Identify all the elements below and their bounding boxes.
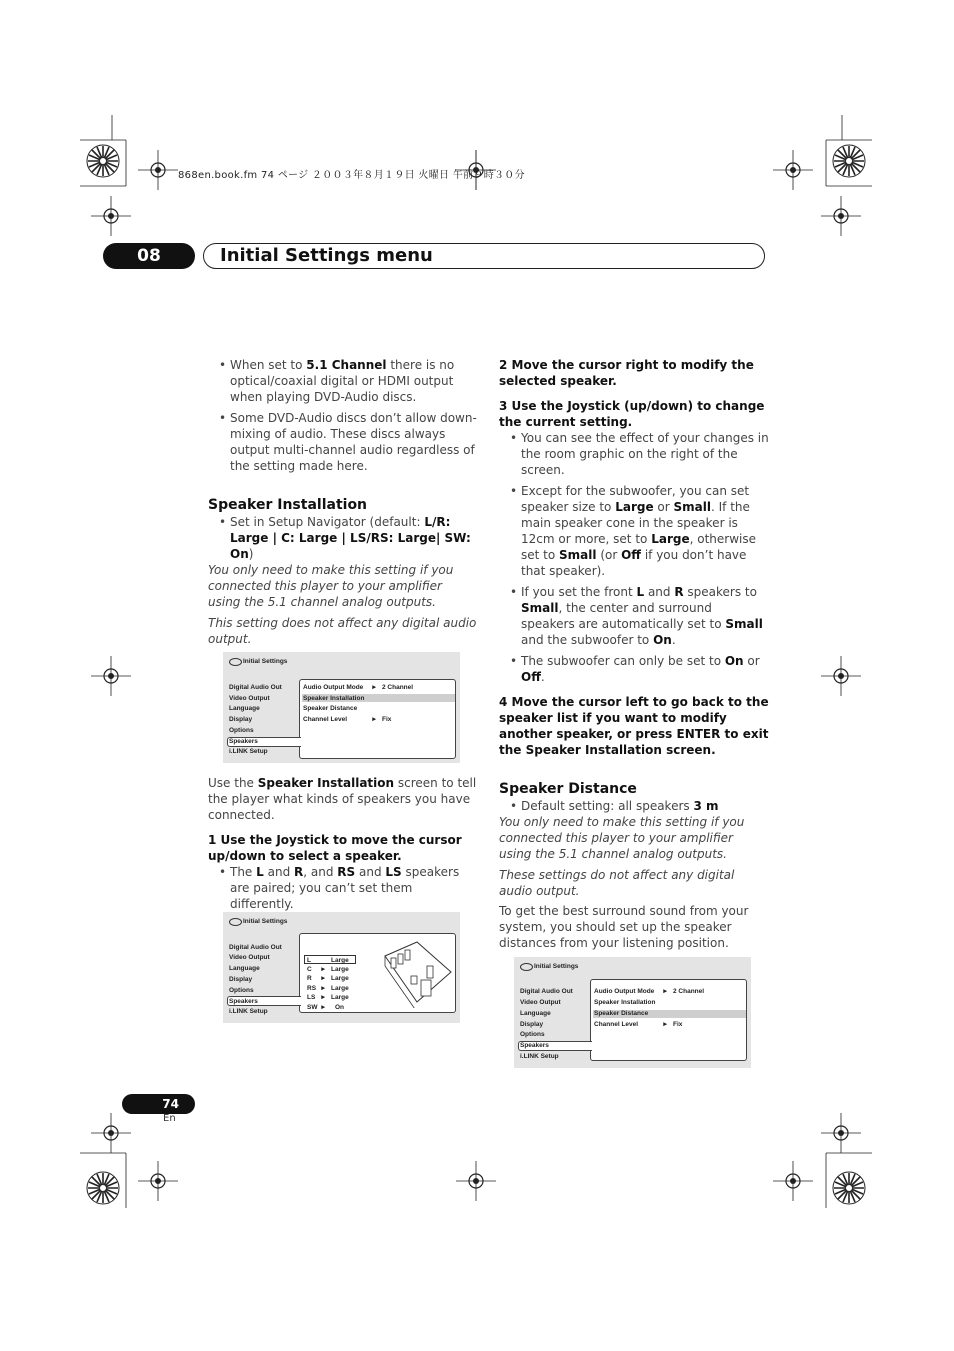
- option-label: Speaker Distance: [303, 705, 358, 712]
- option-value: Fix: [673, 1021, 683, 1028]
- step-2: 2 Move the cursor right to modify the selected speaker.: [499, 358, 754, 388]
- step-3: 3 Use the Joystick (up/down) to change the current setting.: [499, 399, 765, 429]
- settings-screen-speaker-distance: [514, 957, 751, 1068]
- option-label: Speaker Distance: [594, 1010, 649, 1017]
- option-label: Channel Level: [303, 716, 348, 723]
- speaker-size: Large: [331, 994, 349, 1001]
- step-4: 4 Move the cursor left to go back to the speaker list if you want to modify another speaker, or press ENTER to exit the Speaker Installation screen.: [499, 695, 769, 757]
- menu-item: Speakers: [229, 998, 258, 1005]
- option-value: Fix: [382, 716, 392, 723]
- speaker-name: R: [307, 975, 312, 982]
- menu-title: Initial Settings: [243, 918, 288, 925]
- note: This setting does not affect any digital audio output.: [208, 616, 477, 646]
- option-label: Channel Level: [594, 1021, 639, 1028]
- menu-item: i.LINK Setup: [520, 1053, 559, 1060]
- note: You only need to make this setting if you connected this player to your amplifier using the 5.1 channel analog outputs.: [499, 815, 745, 861]
- note: These settings do not affect any digital audio output.: [499, 868, 735, 898]
- speaker-name: RS: [307, 985, 317, 992]
- menu-item: Digital Audio Out: [229, 944, 282, 951]
- list-item: • The L and R, and RS and LS speakers are paired; you can’t set them differently.: [208, 864, 478, 912]
- right-column: [499, 357, 769, 951]
- menu-item: Video Output: [229, 695, 270, 702]
- arrow-icon: ►: [320, 985, 327, 992]
- left-column-lower: [208, 775, 478, 912]
- list-item: • The subwoofer can only be set to On or Off.: [499, 653, 769, 685]
- note: You only need to make this setting if you connected this player to your amplifier using the 5.1 channel analog outputs.: [208, 563, 454, 609]
- arrow-icon: ►: [320, 994, 327, 1001]
- menu-item: Speakers: [229, 738, 258, 745]
- speaker-size: On: [335, 1004, 345, 1011]
- menu-item: Video Output: [229, 954, 270, 961]
- menu-item: Display: [229, 976, 253, 983]
- speaker-size: Large: [331, 957, 349, 964]
- menu-item: Language: [229, 965, 260, 972]
- menu-item: Digital Audio Out: [229, 684, 282, 691]
- arrow-icon: ►: [662, 1021, 669, 1028]
- menu-item: Language: [229, 705, 260, 712]
- menu-item: Video Output: [520, 999, 561, 1006]
- list-item: • Some DVD-Audio discs don’t allow down-mixing of audio. These discs always output multi-channel audio regardless of the setting made here.: [208, 410, 478, 474]
- list-item: • If you set the front L and R speakers to Small, the center and surround speakers are automatically set to Small and the subwoofer to On.: [499, 584, 769, 648]
- arrow-icon: ►: [320, 1004, 327, 1011]
- speaker-name: SW: [307, 1004, 318, 1011]
- speaker-name: C: [307, 966, 312, 973]
- language-code: En: [163, 1113, 176, 1124]
- option-value: 2 Channel: [673, 988, 705, 995]
- list-item: • Except for the subwoofer, you can set speaker size to Large or Small. If the main speaker cone in the speaker is 12cm or more, set to Large, otherwise set to Small (or Off if you don’t have that speaker).: [499, 483, 769, 579]
- speaker-size: Large: [331, 975, 349, 982]
- room-graphic: [381, 936, 453, 1008]
- speaker-name: L: [307, 957, 311, 964]
- list-item: • Set in Setup Navigator (default: L/R: Large | C: Large | LS/RS: Large| SW: On): [208, 514, 478, 562]
- menu-item: Speakers: [520, 1042, 549, 1049]
- option-label: Speaker Installation: [594, 999, 656, 1006]
- option-label: Audio Output Mode: [303, 684, 364, 691]
- section-title: Speaker Installation: [208, 497, 368, 513]
- menu-item: Display: [520, 1021, 544, 1028]
- menu-title: Initial Settings: [243, 658, 288, 665]
- section-title: Speaker Distance: [499, 781, 637, 797]
- menu-item: Language: [520, 1010, 551, 1017]
- arrow-icon: ►: [371, 684, 378, 691]
- arrow-icon: ►: [371, 716, 378, 723]
- menu-item: Display: [229, 716, 253, 723]
- list-item: • Default setting: all speakers 3 m: [499, 798, 769, 814]
- arrow-icon: ►: [662, 988, 669, 995]
- menu-item: Digital Audio Out: [520, 988, 573, 995]
- list-item: • You can see the effect of your changes in the room graphic on the right of the screen.: [499, 430, 769, 478]
- menu-item: i.LINK Setup: [229, 748, 268, 755]
- speaker-size: Large: [331, 966, 349, 973]
- menu-title: Initial Settings: [534, 963, 579, 970]
- menu-item: i.LINK Setup: [229, 1008, 268, 1015]
- file-info: 868en.book.fm 74 ページ ２００３年８月１９日 火曜日 午前９時３０分: [178, 170, 525, 181]
- step-1: 1 Use the Joystick to move the cursor up/down to select a speaker.: [208, 833, 462, 863]
- option-value: 2 Channel: [382, 684, 414, 691]
- left-column: [208, 357, 478, 647]
- speaker-name: LS: [307, 994, 316, 1001]
- paragraph: To get the best surround sound from your system, you should set up the speaker distances from your listening position.: [499, 904, 749, 950]
- option-label: Audio Output Mode: [594, 988, 655, 995]
- list-item: • When set to 5.1 Channel there is no optical/coaxial digital or HDMI output when playing DVD-Audio discs.: [208, 357, 478, 405]
- arrow-icon: ►: [320, 966, 327, 973]
- option-label: Speaker Installation: [303, 695, 365, 702]
- page-number: 74: [122, 1094, 195, 1114]
- arrow-icon: ►: [320, 975, 327, 982]
- chapter-title: Initial Settings menu: [220, 245, 433, 266]
- settings-screen-speaker-installation: [223, 652, 460, 763]
- chapter-number: 08: [103, 243, 195, 269]
- menu-item: Options: [229, 727, 254, 734]
- menu-item: Options: [229, 987, 254, 994]
- menu-item: Options: [520, 1031, 545, 1038]
- settings-screen-speaker-sizes: [223, 912, 460, 1023]
- paragraph: Use the Speaker Installation screen to tell the player what kinds of speakers you have connected.: [208, 776, 477, 822]
- speaker-size: Large: [331, 985, 349, 992]
